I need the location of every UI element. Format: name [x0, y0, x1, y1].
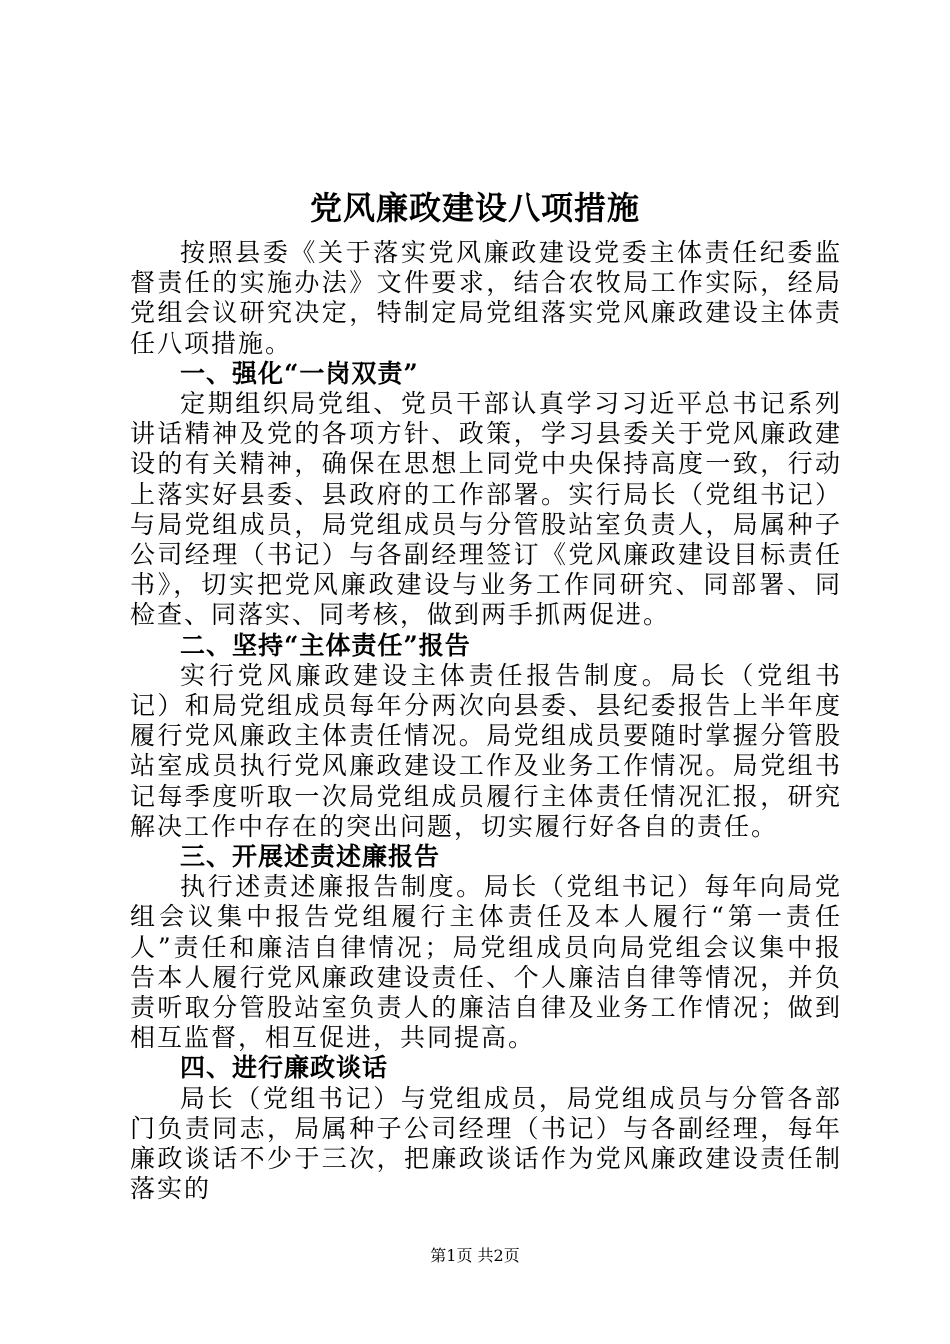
section-body-4: 局长（党组书记）与党组成员，局党组成员与分管各部门负责同志，局属种子公司经理（书记）与各副经理，每年廉政谈话不少于三次，把廉政谈话作为党风廉政建设责任制落实的	[130, 1083, 842, 1204]
document-body	[130, 238, 842, 1205]
section-body-3: 执行述责述廉报告制度。局长（党组书记）每年向局党组会议集中报告党组履行主体责任及本人履行“第一责任人”责任和廉洁自律情况；局党组成员向局党组会议集中报告本人履行党风廉政建设责任、个人廉洁自律等情况，并负责听取分管股站室负责人的廉洁自律及业务工作情况；做到相互监督，相互促进，共同提高。	[130, 872, 842, 1053]
section-heading-3: 三、开展述责述廉报告	[180, 842, 441, 872]
section-heading-1: 一、强化“一岗双责”	[180, 358, 419, 388]
section-heading-2: 二、坚持“主体责任”报告	[180, 630, 471, 660]
section-heading-4: 四、进行廉政谈话	[180, 1053, 389, 1083]
document-title: 党风廉政建设八项措施	[309, 189, 640, 227]
page-number-footer: 第1页 共2页	[430, 1246, 520, 1265]
intro-paragraph: 按照县委《关于落实党风廉政建设党委主体责任纪委监督责任的实施办法》文件要求，结合农牧局工作实际，经局党组会议研究决定，特制定局党组落实党风廉政建设主体责任八项措施。	[130, 238, 842, 358]
section-body-1: 定期组织局党组、党员干部认真学习习近平总书记系列讲话精神及党的各项方针、政策，学习县委关于党风廉政建设的有关精神，确保在思想上同党中央保持高度一致，行动上落实好县委、县政府的工作部署。实行局长（党组书记）与局党组成员，局党组成员与分管股站室负责人，局属种子公司经理（书记）与各副经理签订《党风廉政建设目标责任书》，切实把党风廉政建设与业务工作同研究、同部署、同检查、同落实、同考核，做到两手抓两促进。	[130, 389, 842, 630]
section-body-2: 实行党风廉政建设主体责任报告制度。局长（党组书记）和局党组成员每年分两次向县委、县纪委报告上半年度履行党风廉政主体责任情况。局党组成员要随时掌握分管股站室成员执行党风廉政建设工作及业务工作情况。局党组书记每季度听取一次局党组成员履行主体责任情况汇报，研究解决工作中存在的突出问题，切实履行好各自的责任。	[130, 660, 842, 841]
